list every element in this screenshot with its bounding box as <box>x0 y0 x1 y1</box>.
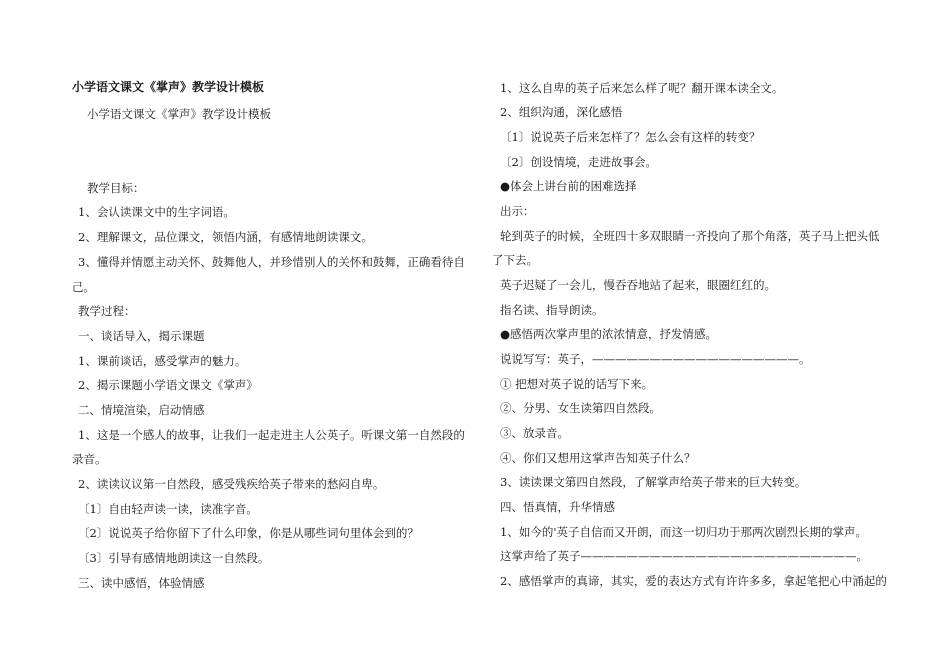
paragraph-line: ③、放录音。 <box>500 426 569 440</box>
paragraph-line: 指名读、指导朗读。 <box>500 303 604 317</box>
paragraph-line: 轮到英子的时候，全班四十多双眼睛一齐投向了那个角落，英子马上把头低 <box>500 229 880 243</box>
paragraph-line: 录音。 <box>72 452 107 466</box>
paragraph-line: 3、读读课文第四自然段，了解掌声给英子带来的巨大转变。 <box>500 475 807 489</box>
paragraph-line: 说说写写：英子，——————————————————。 <box>500 352 811 366</box>
paragraph-line: ④、你们又想用这掌声告知英子什么？ <box>500 451 696 465</box>
paragraph-line: 〔2〕说说英子给你留下了什么印象，你是从哪些词句里体会到的？ <box>78 526 419 540</box>
paragraph-line: ②、分男、女生读第四自然段。 <box>500 401 661 415</box>
paragraph-line: 1、如今的'英子自信而又开朗，而这一切归功于那两次剧烈长期的掌声。 <box>500 525 867 539</box>
paragraph-line: 1、课前谈话，感受掌声的魅力。 <box>78 354 247 368</box>
paragraph-line: 教学过程： <box>78 304 136 318</box>
paragraph-line: 2、读读议议第一自然段，感受残疾给英子带来的愁闷自卑。 <box>78 477 385 491</box>
paragraph-line: 这掌声给了英子————————————————————————。 <box>500 549 868 563</box>
paragraph-line: 了下去。 <box>492 253 538 267</box>
paragraph-line: 1、会认读课文中的生字词语。 <box>78 205 235 219</box>
paragraph-line: 2、理解课文，品位课文，领悟内涵，有感情地朗读课文。 <box>78 230 373 244</box>
document-title: 小学语文课文《掌声》教学设计模板 <box>72 80 265 94</box>
paragraph-line: 二、情境渲染，启动情感 <box>78 403 205 417</box>
paragraph-line: 2、组织沟通，深化感悟 <box>500 105 623 119</box>
paragraph-line: 2、揭示课题小学语文课文《掌声》 <box>78 378 258 392</box>
paragraph-line: 四、悟真情，升华情感 <box>500 500 615 514</box>
paragraph-line: 2、感悟掌声的真谛，其实，爱的表达方式有许许多多，拿起笔把心中涌起的 <box>500 574 887 588</box>
paragraph-line: 一、谈话导入，揭示课题 <box>78 329 205 343</box>
paragraph-line: 1、这么自卑的英子后来怎么样了呢？翻开课本读全文。 <box>500 81 784 95</box>
paragraph-line: 〔1〕自由轻声读一读，读准字音。 <box>78 502 258 516</box>
paragraph-line: 出示： <box>500 204 535 218</box>
subtitle-line: 小学语文课文《掌声》教学设计模板 <box>87 107 271 121</box>
paragraph-line: 1、这是一个感人的故事，让我们一起走进主人公英子。听课文第一自然段的 <box>78 428 465 442</box>
paragraph-line: 教学目标： <box>87 181 145 195</box>
paragraph-line: ●体会上讲台前的困难选择 <box>500 179 637 193</box>
paragraph-line: 英子迟疑了一会儿，慢吞吞地站了起来，眼圈红红的。 <box>500 278 776 292</box>
paragraph-line: 三、读中感悟，体验情感 <box>78 576 205 590</box>
paragraph-line: ●感悟两次掌声里的浓浓情意，抒发情感。 <box>500 327 718 341</box>
paragraph-line: 3、懂得并情愿主动关怀、鼓舞他人，并珍惜别人的关怀和鼓舞，正确看待自 <box>78 255 465 269</box>
paragraph-line: 〔3〕引导有感情地朗读这一自然段。 <box>78 551 270 565</box>
paragraph-line: 〔1〕说说英子后来怎样了？怎么会有这样的转变？ <box>500 130 761 144</box>
paragraph-line: 己。 <box>72 280 95 294</box>
paragraph-line: ① 把想对英子说的话写下来。 <box>500 377 654 391</box>
paragraph-line: 〔2〕创设情境，走进故事会。 <box>500 155 657 169</box>
